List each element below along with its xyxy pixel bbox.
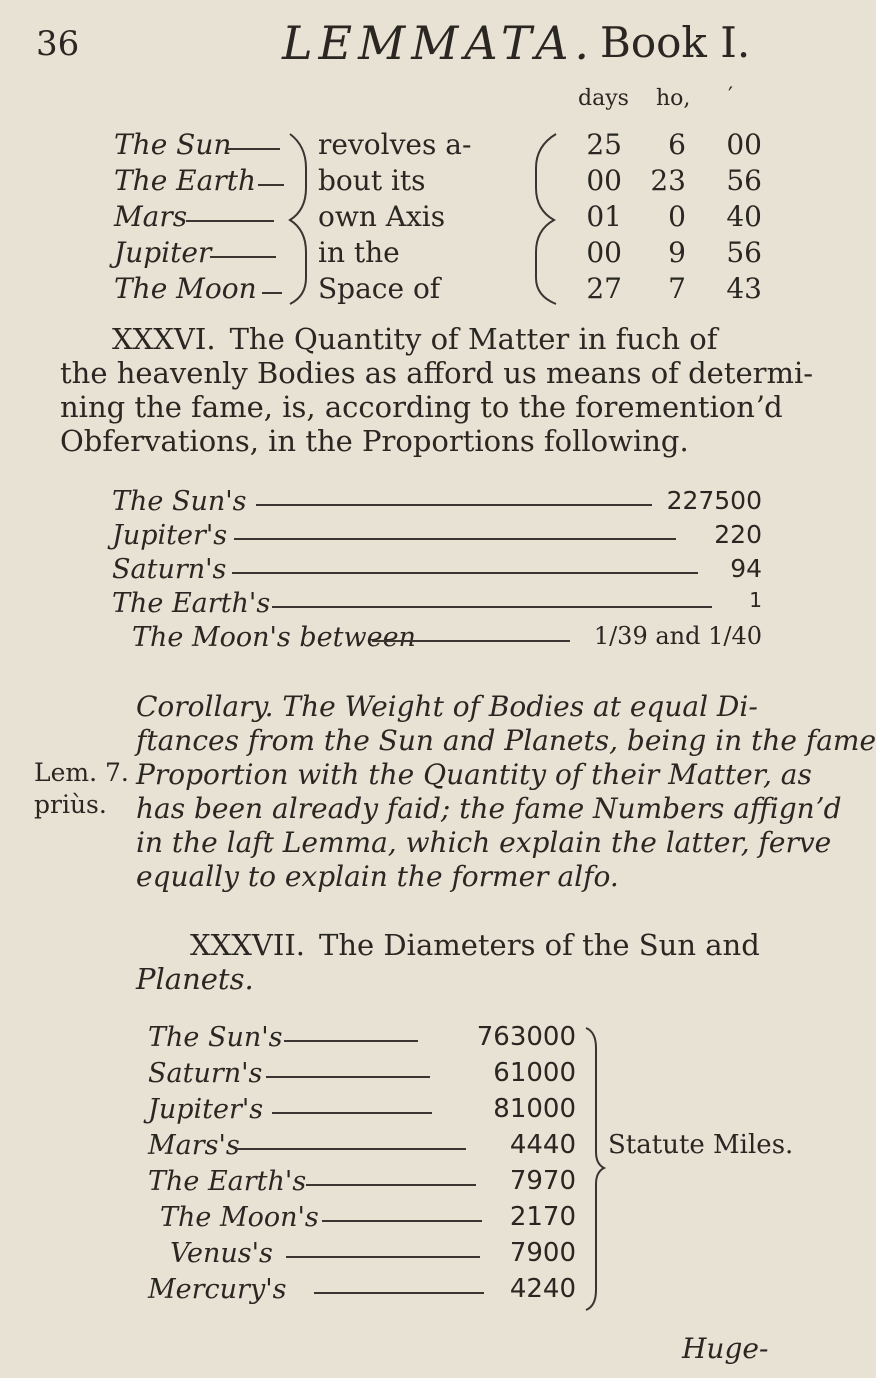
diameter-body: Mars's: [148, 1130, 240, 1161]
rotation-days: 25: [586, 128, 622, 161]
section-36-line-1: [112, 322, 717, 356]
rotation-days: 00: [586, 164, 622, 197]
leader-line: [210, 256, 276, 258]
leader-line: [186, 220, 274, 222]
leader-line: [372, 640, 570, 642]
diameter-value: 61000: [493, 1058, 576, 1088]
col-header-days: days: [578, 86, 629, 111]
rotation-minutes: 43: [726, 272, 762, 305]
matter-value: 1: [749, 588, 762, 612]
rotation-body: Mars: [114, 200, 188, 233]
diameter-body: The Sun's: [148, 1022, 283, 1053]
matter-value: 1/39 and 1/40: [593, 622, 762, 650]
rotation-hours: 9: [668, 236, 686, 269]
corollary-line-4: has been already faid; the fame Numbers affignʼd: [136, 792, 842, 825]
diameter-body: Venus's: [170, 1238, 273, 1269]
diameter-body: Mercury's: [148, 1274, 287, 1305]
corollary-line-1: Corollary. The Weight of Bodies at equal Di-: [136, 690, 758, 723]
rotation-body: The Earth: [114, 164, 256, 197]
diameter-body: Saturn's: [148, 1058, 263, 1089]
diameter-value: 2170: [509, 1202, 576, 1232]
rotation-hours: 7: [668, 272, 686, 305]
rotation-days: 01: [586, 200, 622, 233]
running-title: LEMMATA.: [282, 16, 596, 70]
leader-line: [284, 1040, 418, 1042]
rotation-left-brace: [284, 128, 314, 308]
corollary-line-2: ftances from the Sun and Planets, being in the fame: [136, 724, 876, 757]
diameter-unit-label: Statute Miles.: [608, 1130, 794, 1160]
col-header-minutes: ′: [728, 84, 733, 109]
leader-line: [262, 292, 282, 294]
leader-line: [234, 538, 676, 540]
rotation-phrase: bout its: [318, 164, 426, 197]
section-36-line-3: ning the fame, is, according to the forementionʼd: [60, 390, 783, 424]
diameter-body: Jupiter's: [148, 1094, 264, 1125]
corollary-line-6: equally to explain the former alfo.: [136, 860, 619, 893]
margin-note-line-1: Lem. 7.: [34, 758, 129, 787]
section-36-line-4: Obfervations, in the Proportions following.: [60, 424, 689, 458]
leader-line: [226, 148, 280, 150]
diameter-right-brace: [582, 1024, 608, 1314]
matter-body: The Moon's between: [132, 622, 416, 653]
rotation-hours: 23: [650, 164, 686, 197]
matter-value: 227500: [666, 486, 762, 515]
rotation-minutes: 00: [726, 128, 762, 161]
leader-line: [306, 1184, 476, 1186]
rotation-phrase: revolves a-: [318, 128, 472, 161]
matter-body: Jupiter's: [112, 520, 228, 551]
leader-line: [258, 184, 284, 186]
rotation-minutes: 40: [726, 200, 762, 233]
matter-body: Saturn's: [112, 554, 227, 585]
corollary-line-3: Proportion with the Quantity of their Matter, as: [136, 758, 812, 791]
leader-line: [322, 1220, 482, 1222]
corollary-line-5: in the laft Lemma, which explain the latter, ferve: [136, 826, 832, 859]
diameter-value: 7970: [509, 1166, 576, 1196]
leader-line: [266, 1076, 430, 1078]
diameter-value: 81000: [493, 1094, 576, 1124]
rotation-body: Jupiter: [114, 236, 212, 269]
rotation-phrase: own Axis: [318, 200, 446, 233]
leader-line: [272, 1112, 432, 1114]
matter-value: 220: [714, 520, 762, 549]
rotation-minutes: 56: [726, 236, 762, 269]
section-37-text: The Diameters of the Sun and: [319, 928, 760, 962]
matter-body: The Earth's: [112, 588, 271, 619]
section-36-line-2: the heavenly Bodies as afford us means of determi-: [60, 356, 814, 390]
rotation-minutes: 56: [726, 164, 762, 197]
diameter-body: The Earth's: [148, 1166, 307, 1197]
diameter-body: The Moon's: [160, 1202, 319, 1233]
page-number: 36: [36, 24, 80, 64]
leader-line: [314, 1292, 484, 1294]
diameter-value: 4440: [509, 1130, 576, 1160]
catchword: Huge-: [682, 1332, 769, 1365]
book-label: Book I.: [600, 18, 751, 67]
matter-body: The Sun's: [112, 486, 247, 517]
diameter-value: 4240: [509, 1274, 576, 1304]
rotation-right-brace: [530, 128, 560, 308]
rotation-body: The Moon: [114, 272, 257, 305]
section-37-numeral: XXXVII.: [190, 928, 306, 962]
leader-line: [286, 1256, 480, 1258]
section-36-text: The Quantity of Matter in fuch of: [229, 322, 718, 356]
leader-line: [236, 1148, 466, 1150]
rotation-phrase: in the: [318, 236, 400, 269]
rotation-days: 27: [586, 272, 622, 305]
leader-line: [272, 606, 712, 608]
diameter-value: 7900: [509, 1238, 576, 1268]
rotation-days: 00: [586, 236, 622, 269]
diameter-value: 763000: [476, 1022, 576, 1052]
rotation-hours: 0: [668, 200, 686, 233]
rotation-hours: 6: [668, 128, 686, 161]
section-36-numeral: XXXVI.: [112, 322, 216, 356]
matter-value: 94: [730, 554, 762, 583]
margin-note-line-2: priùs.: [34, 790, 107, 819]
leader-line: [232, 572, 698, 574]
col-header-hours: ho,: [656, 86, 691, 111]
section-37-line-1: [190, 928, 760, 962]
leader-line: [256, 504, 652, 506]
section-37-line-2: Planets.: [136, 962, 254, 996]
rotation-phrase: Space of: [318, 272, 441, 305]
rotation-body: The Sun: [114, 128, 232, 161]
